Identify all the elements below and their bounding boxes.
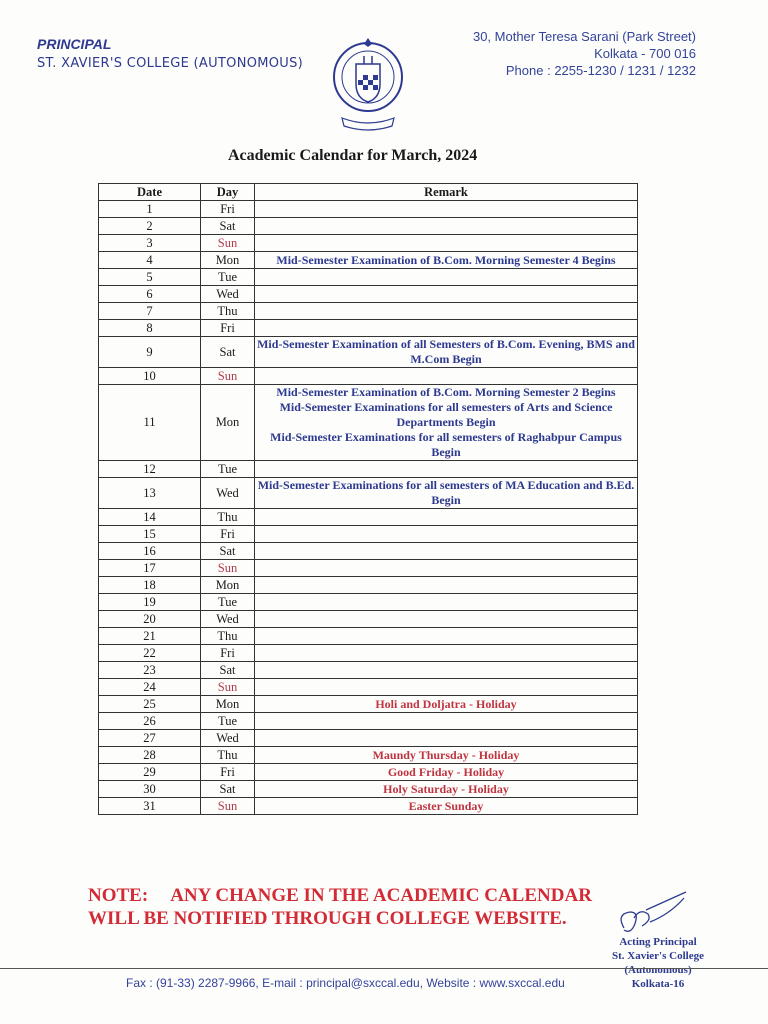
table-row <box>99 730 638 747</box>
table-row <box>99 696 638 713</box>
cell-day: Thu <box>201 628 255 645</box>
cell-remark <box>255 201 638 218</box>
table-row <box>99 611 638 628</box>
cell-day: Sat <box>201 218 255 235</box>
cell-remark <box>255 713 638 730</box>
cell-date: 15 <box>99 526 201 543</box>
cell-day: Sat <box>201 543 255 560</box>
cell-remark: Mid-Semester Examination of B.Com. Morning Semester 4 Begins <box>255 252 638 269</box>
table-row <box>99 662 638 679</box>
table-row <box>99 303 638 320</box>
signature-block <box>598 935 718 991</box>
cell-day: Wed <box>201 611 255 628</box>
cell-day: Wed <box>201 478 255 509</box>
address-line-2: Kolkata - 700 016 <box>594 46 696 61</box>
cell-date: 1 <box>99 201 201 218</box>
cell-day: Sun <box>201 235 255 252</box>
signature-line-2: St. Xavier's College <box>612 950 704 962</box>
table-row <box>99 764 638 781</box>
table-row <box>99 781 638 798</box>
cell-day: Sat <box>201 781 255 798</box>
cell-day: Sun <box>201 368 255 385</box>
table-row <box>99 286 638 303</box>
cell-day: Fri <box>201 526 255 543</box>
table-row <box>99 713 638 730</box>
cell-day: Sun <box>201 798 255 815</box>
table-row <box>99 385 638 461</box>
letterhead-address <box>473 28 696 79</box>
table-row <box>99 337 638 368</box>
address-line-1: 30, Mother Teresa Sarani (Park Street) <box>472 29 696 44</box>
cell-remark: Mid-Semester Examinations for all semesters of MA Education and B.Ed. Begin <box>255 478 638 509</box>
notice-line-1: ANY CHANGE IN THE ACADEMIC CALENDAR <box>170 885 592 906</box>
notice <box>88 884 592 930</box>
cell-date: 5 <box>99 269 201 286</box>
table-row <box>99 320 638 337</box>
cell-day: Fri <box>201 645 255 662</box>
cell-date: 12 <box>99 461 201 478</box>
cell-day: Sun <box>201 679 255 696</box>
cell-day: Thu <box>201 509 255 526</box>
cell-date: 25 <box>99 696 201 713</box>
cell-date: 31 <box>99 798 201 815</box>
table-row <box>99 201 638 218</box>
cell-remark <box>255 611 638 628</box>
table-row <box>99 594 638 611</box>
table-row <box>99 526 638 543</box>
table-row <box>99 269 638 286</box>
cell-day: Thu <box>201 303 255 320</box>
table-row <box>99 478 638 509</box>
footer-divider <box>0 968 768 969</box>
cell-remark: Good Friday - Holiday <box>255 764 638 781</box>
cell-date: 8 <box>99 320 201 337</box>
cell-date: 23 <box>99 662 201 679</box>
cell-date: 26 <box>99 713 201 730</box>
table-header-row <box>99 184 638 201</box>
notice-label: NOTE: <box>88 885 149 906</box>
table-row <box>99 509 638 526</box>
cell-day: Mon <box>201 577 255 594</box>
cell-date: 4 <box>99 252 201 269</box>
cell-remark <box>255 730 638 747</box>
column-header-date: Date <box>99 184 201 201</box>
cell-date: 6 <box>99 286 201 303</box>
cell-remark: Holy Saturday - Holiday <box>255 781 638 798</box>
cell-day: Fri <box>201 320 255 337</box>
cell-date: 3 <box>99 235 201 252</box>
cell-date: 7 <box>99 303 201 320</box>
cell-date: 2 <box>99 218 201 235</box>
table-row <box>99 218 638 235</box>
table-body <box>99 201 638 815</box>
cell-remark: Maundy Thursday - Holiday <box>255 747 638 764</box>
college-name: ST. XAVIER'S COLLEGE (AUTONOMOUS) <box>37 56 304 71</box>
cell-day: Fri <box>201 201 255 218</box>
cell-day: Wed <box>201 286 255 303</box>
cell-day: Sat <box>201 337 255 368</box>
cell-remark: Holi and Doljatra - Holiday <box>255 696 638 713</box>
principal-heading: PRINCIPAL <box>37 36 112 52</box>
cell-day: Sun <box>201 560 255 577</box>
cell-date: 9 <box>99 337 201 368</box>
cell-remark <box>255 662 638 679</box>
cell-date: 22 <box>99 645 201 662</box>
cell-remark <box>255 543 638 560</box>
signature-line-1: Acting Principal <box>619 936 697 948</box>
cell-date: 18 <box>99 577 201 594</box>
table-row <box>99 798 638 815</box>
cell-date: 21 <box>99 628 201 645</box>
cell-date: 19 <box>99 594 201 611</box>
cell-date: 11 <box>99 385 201 461</box>
cell-remark <box>255 645 638 662</box>
table-row <box>99 679 638 696</box>
cell-date: 10 <box>99 368 201 385</box>
page-title: Academic Calendar for March, 2024 <box>228 147 478 164</box>
table-row <box>99 645 638 662</box>
cell-day: Wed <box>201 730 255 747</box>
cell-date: 13 <box>99 478 201 509</box>
column-header-day: Day <box>201 184 255 201</box>
cell-remark <box>255 594 638 611</box>
cell-remark: Mid-Semester Examination of B.Com. Morning Semester 2 Begins Mid-Semester Examinations for all semesters of Arts and Science Departments Begin Mid-Semester Examinations for all semesters of Raghabpur Campus Begin <box>255 385 638 461</box>
cell-day: Sat <box>201 662 255 679</box>
cell-remark <box>255 269 638 286</box>
cell-day: Tue <box>201 594 255 611</box>
cell-date: 14 <box>99 509 201 526</box>
letterhead-left <box>37 36 303 71</box>
cell-date: 28 <box>99 747 201 764</box>
cell-remark <box>255 526 638 543</box>
cell-date: 29 <box>99 764 201 781</box>
cell-day: Tue <box>201 269 255 286</box>
cell-date: 30 <box>99 781 201 798</box>
cell-date: 20 <box>99 611 201 628</box>
table-row <box>99 543 638 560</box>
table-row <box>99 628 638 645</box>
cell-date: 17 <box>99 560 201 577</box>
signature-line-4: Kolkata-16 <box>631 978 685 990</box>
phone-line: Phone : 2255-1230 / 1231 / 1232 <box>505 63 696 78</box>
cell-remark <box>255 320 638 337</box>
cell-day: Mon <box>201 252 255 269</box>
cell-remark <box>255 560 638 577</box>
cell-remark <box>255 368 638 385</box>
college-crest-logo <box>328 32 408 132</box>
footer-contact: Fax : (91-33) 2287-9966, E-mail : principal@sxccal.edu, Website : www.sxccal.edu <box>126 976 565 990</box>
cell-remark <box>255 509 638 526</box>
table-row <box>99 560 638 577</box>
cell-remark <box>255 577 638 594</box>
cell-remark <box>255 303 638 320</box>
cell-remark: Mid-Semester Examination of all Semesters of B.Com. Evening, BMS and M.Com Begin <box>255 337 638 368</box>
signature-line-3: (Autonomous) <box>624 964 692 976</box>
table-row <box>99 747 638 764</box>
cell-remark <box>255 286 638 303</box>
cell-remark <box>255 628 638 645</box>
cell-remark <box>255 218 638 235</box>
cell-remark: Easter Sunday <box>255 798 638 815</box>
table-row <box>99 252 638 269</box>
academic-calendar-table <box>98 183 638 815</box>
cell-remark <box>255 679 638 696</box>
cell-date: 16 <box>99 543 201 560</box>
cell-day: Fri <box>201 764 255 781</box>
table-row <box>99 235 638 252</box>
cell-day: Mon <box>201 696 255 713</box>
column-header-remark: Remark <box>255 184 638 201</box>
cell-remark <box>255 461 638 478</box>
cell-remark <box>255 235 638 252</box>
table-row <box>99 461 638 478</box>
cell-day: Thu <box>201 747 255 764</box>
cell-day: Mon <box>201 385 255 461</box>
notice-line-2: WILL BE NOTIFIED THROUGH COLLEGE WEBSITE. <box>88 908 567 929</box>
cell-date: 27 <box>99 730 201 747</box>
cell-day: Tue <box>201 461 255 478</box>
cell-day: Tue <box>201 713 255 730</box>
table-row <box>99 577 638 594</box>
table-row <box>99 368 638 385</box>
cell-date: 24 <box>99 679 201 696</box>
